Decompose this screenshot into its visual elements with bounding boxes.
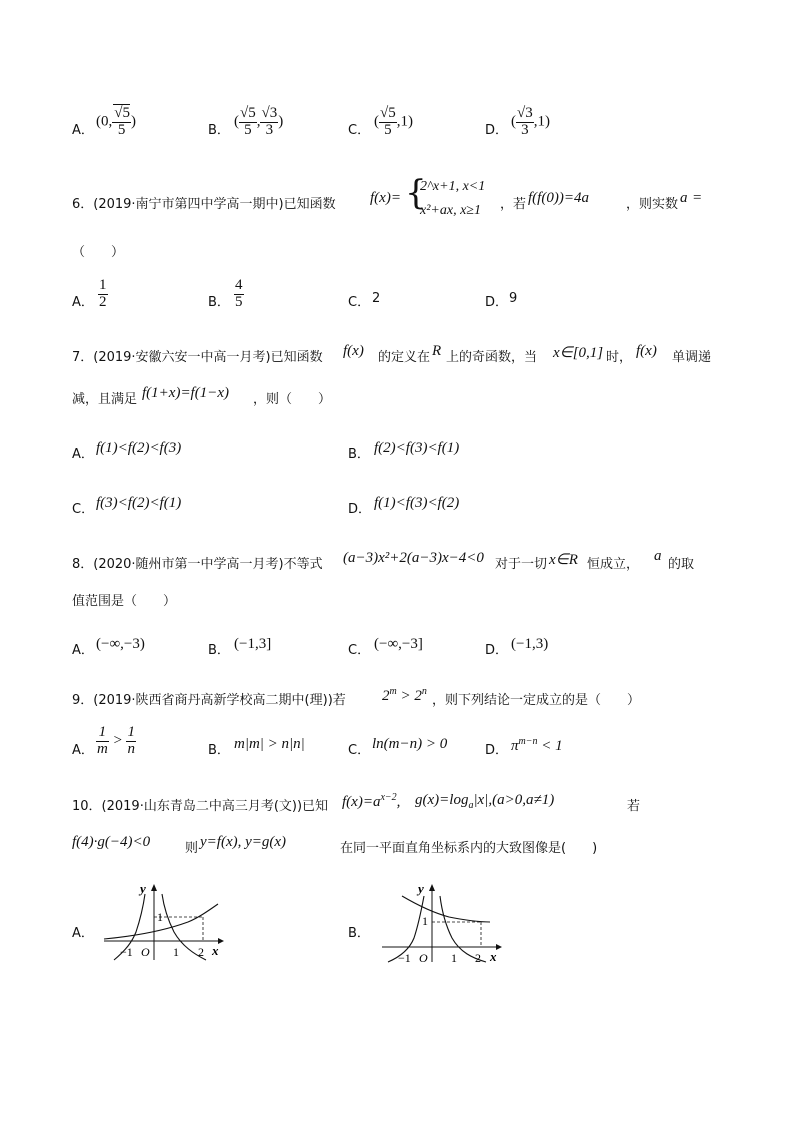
q7-option-b-label: B． — [348, 447, 370, 462]
q10-option-a-label: A． — [72, 926, 94, 941]
q9-option-d-value: $\pi^{m-n} < 1$ — [511, 736, 563, 754]
tick-y1: 1 — [422, 914, 428, 928]
tick-1: 1 — [451, 951, 457, 965]
y-axis-label: y — [418, 881, 424, 896]
q7-option-b-value: f(2)<f(3)<f(1) — [374, 440, 460, 456]
q9-option-d-label: D． — [485, 743, 509, 758]
q5-option-b-value: ( $\frac{√5}{5}$ , $\frac{√3}{3}$ ) — [234, 105, 284, 138]
q6-variable-a: a — [680, 190, 688, 206]
q6-option-b-value — [234, 278, 244, 311]
q10-stem-text-4: 在同一平面直角坐标系内的大致图像是( ) — [340, 841, 598, 856]
q10-curves: y=f(x), y=g(x) — [200, 834, 287, 850]
y-axis-arrow — [429, 884, 435, 891]
q7-option-c-label: C． — [72, 502, 95, 517]
q6-option-b-denominator: 5 — [235, 293, 243, 310]
q10-option-b-label: B． — [348, 926, 370, 941]
q6-option-c-label: C． — [348, 295, 371, 310]
q7-option-d-label: D． — [348, 502, 372, 517]
q6-option-a-numerator: 1 — [99, 277, 107, 293]
q8-stem-text-3: 恒成立， — [587, 557, 640, 572]
q8-inequality: (a−3)x²+2(a−3)x−4<0 — [343, 550, 484, 566]
q5-option-c-value: ( $\frac{√5}{5}$ ,1) — [374, 105, 413, 138]
x-axis-label: x — [490, 949, 497, 964]
tick-2: 2 — [475, 951, 481, 965]
q8-stem-text-1: 8．(2020·随州市第一中学高一月考)不等式 — [72, 557, 323, 572]
q6-piecewise-brace: { — [405, 173, 427, 213]
q6-middle-text: ，若 — [500, 197, 527, 212]
q7-interval: x∈[0,1] — [553, 345, 604, 361]
q5-option-a-value: (0, $\frac{√5}{5}$ ) — [96, 105, 136, 138]
q9-condition: $2^m > 2^n$ — [382, 686, 427, 704]
q9-option-b-label: B． — [208, 743, 230, 758]
q9-option-c-value: ln(m−n) > 0 — [372, 736, 448, 752]
q6-suffix-text: ，则实数 — [626, 197, 679, 212]
q6-equals: = — [693, 190, 702, 206]
q6-option-d-label: D． — [485, 295, 509, 310]
exponential-curve — [402, 896, 490, 922]
q8-option-c-label: C． — [348, 643, 371, 658]
tick-neg1: −1 — [398, 951, 411, 965]
y-axis-arrow — [151, 884, 157, 891]
q5-option-b-label: B． — [208, 123, 230, 138]
q8-stem-text-2: 对于一切 — [495, 557, 548, 572]
q7-set-r: R — [432, 343, 442, 359]
q6-option-a-value — [98, 278, 108, 311]
q5-option-a-label: A． — [72, 123, 94, 138]
q10-f-definition: $f(x)=a^{x-2}$, — [342, 792, 401, 810]
q10-option-b-graph — [374, 880, 504, 965]
q9-stem-text-2: ，则下列结论一定成立的是（ ） — [432, 693, 641, 708]
q8-option-c-value: (−∞,−3] — [374, 636, 423, 652]
q6-option-a-denominator: 2 — [99, 293, 107, 310]
q6-option-d-value: 9 — [509, 291, 518, 306]
q8-option-b-value: (−1,3] — [234, 636, 272, 652]
q7-stem-text-7: ，则（ ） — [253, 392, 332, 407]
q5-option-d-value: ( $\frac{√3}{3}$ ,1) — [511, 105, 550, 138]
q8-domain: x∈R — [549, 552, 578, 568]
y-axis-label: y — [140, 881, 146, 896]
q7-stem-text-4: 时， — [606, 350, 633, 365]
q8-option-d-label: D． — [485, 643, 509, 658]
q6-option-a-label: A． — [72, 295, 94, 310]
q7-stem-text-1: 7．(2019·安徽六安一中高一月考)已知函数 — [72, 350, 323, 365]
q7-option-a-value: f(1)<f(2)<f(3) — [96, 440, 182, 456]
q7-condition: f(1+x)=f(1−x) — [142, 385, 229, 401]
q8-option-a-value: (−∞,−3) — [96, 636, 145, 652]
q10-g-definition: $g(x)=\log_a|x|,(a>0,a\ne 1)$ — [415, 792, 555, 811]
q8-option-b-label: B． — [208, 643, 230, 658]
origin-label: O — [141, 945, 150, 959]
q7-stem-text-3: 上的奇函数，当 — [446, 350, 538, 365]
origin-label: O — [419, 951, 428, 965]
q8-variable-a: a — [654, 548, 662, 564]
q8-stem-text-5: 值范围是（ ） — [72, 594, 177, 609]
q5-option-c-label: C． — [348, 123, 371, 138]
tick-neg1: −1 — [120, 945, 133, 959]
q6-stem-text: 6．(2019·南宁市第四中学高一期中)已知函数 — [72, 197, 336, 212]
q6-function-label: f(x)= — [370, 190, 401, 206]
q6-answer-paren: （ ） — [72, 245, 125, 260]
q7-option-a-label: A． — [72, 447, 94, 462]
q9-option-b-value: m|m| > n|n| — [234, 736, 305, 752]
x-axis-arrow — [496, 944, 502, 950]
q6-option-c-value: 2 — [372, 291, 381, 306]
q5-option-d-label: D． — [485, 123, 509, 138]
q9-option-a-label: A． — [72, 743, 94, 758]
q9-option-a-value: $\frac{1}{m}$ > $\frac{1}{n}$ — [97, 724, 135, 757]
q6-condition: f(f(0))=4a — [528, 190, 589, 206]
q8-option-a-label: A． — [72, 643, 94, 658]
q6-case-2: x²+ax, x≥1 — [420, 203, 481, 218]
q9-option-c-label: C． — [348, 743, 371, 758]
tick-1: 1 — [173, 945, 179, 959]
q6-option-b-label: B． — [208, 295, 230, 310]
q10-stem-text-3: 则 — [185, 841, 199, 856]
q7-option-d-value: f(1)<f(3)<f(2) — [374, 495, 460, 511]
q7-stem-text-2: 的定义在 — [378, 350, 431, 365]
q7-stem-text-5: 单调递 — [672, 350, 712, 365]
q7-function-2: f(x) — [636, 343, 657, 359]
q10-condition: f(4)·g(−4)<0 — [72, 834, 151, 850]
q7-stem-text-6: 减，且满足 — [72, 392, 138, 407]
q6-case-1: 2^x+1, x<1 — [420, 179, 486, 194]
tick-2: 2 — [198, 945, 204, 959]
q8-option-d-value: (−1,3) — [511, 636, 549, 652]
x-axis-arrow — [218, 938, 224, 944]
q9-stem-text-1: 9．(2019·陕西省商丹高新学校高二期中(理))若 — [72, 693, 346, 708]
q10-stem-text-2: 若 — [627, 799, 641, 814]
x-axis-label: x — [212, 943, 219, 958]
q7-function: f(x) — [343, 343, 364, 359]
q10-stem-text-1: 10．(2019·山东青岛二中高三月考(文))已知 — [72, 799, 329, 814]
q8-stem-text-4: 的取 — [668, 557, 695, 572]
q6-option-b-numerator: 4 — [235, 277, 243, 293]
tick-y1: 1 — [157, 910, 163, 924]
q7-option-c-value: f(3)<f(2)<f(1) — [96, 495, 182, 511]
q10-option-a-graph — [96, 880, 226, 965]
